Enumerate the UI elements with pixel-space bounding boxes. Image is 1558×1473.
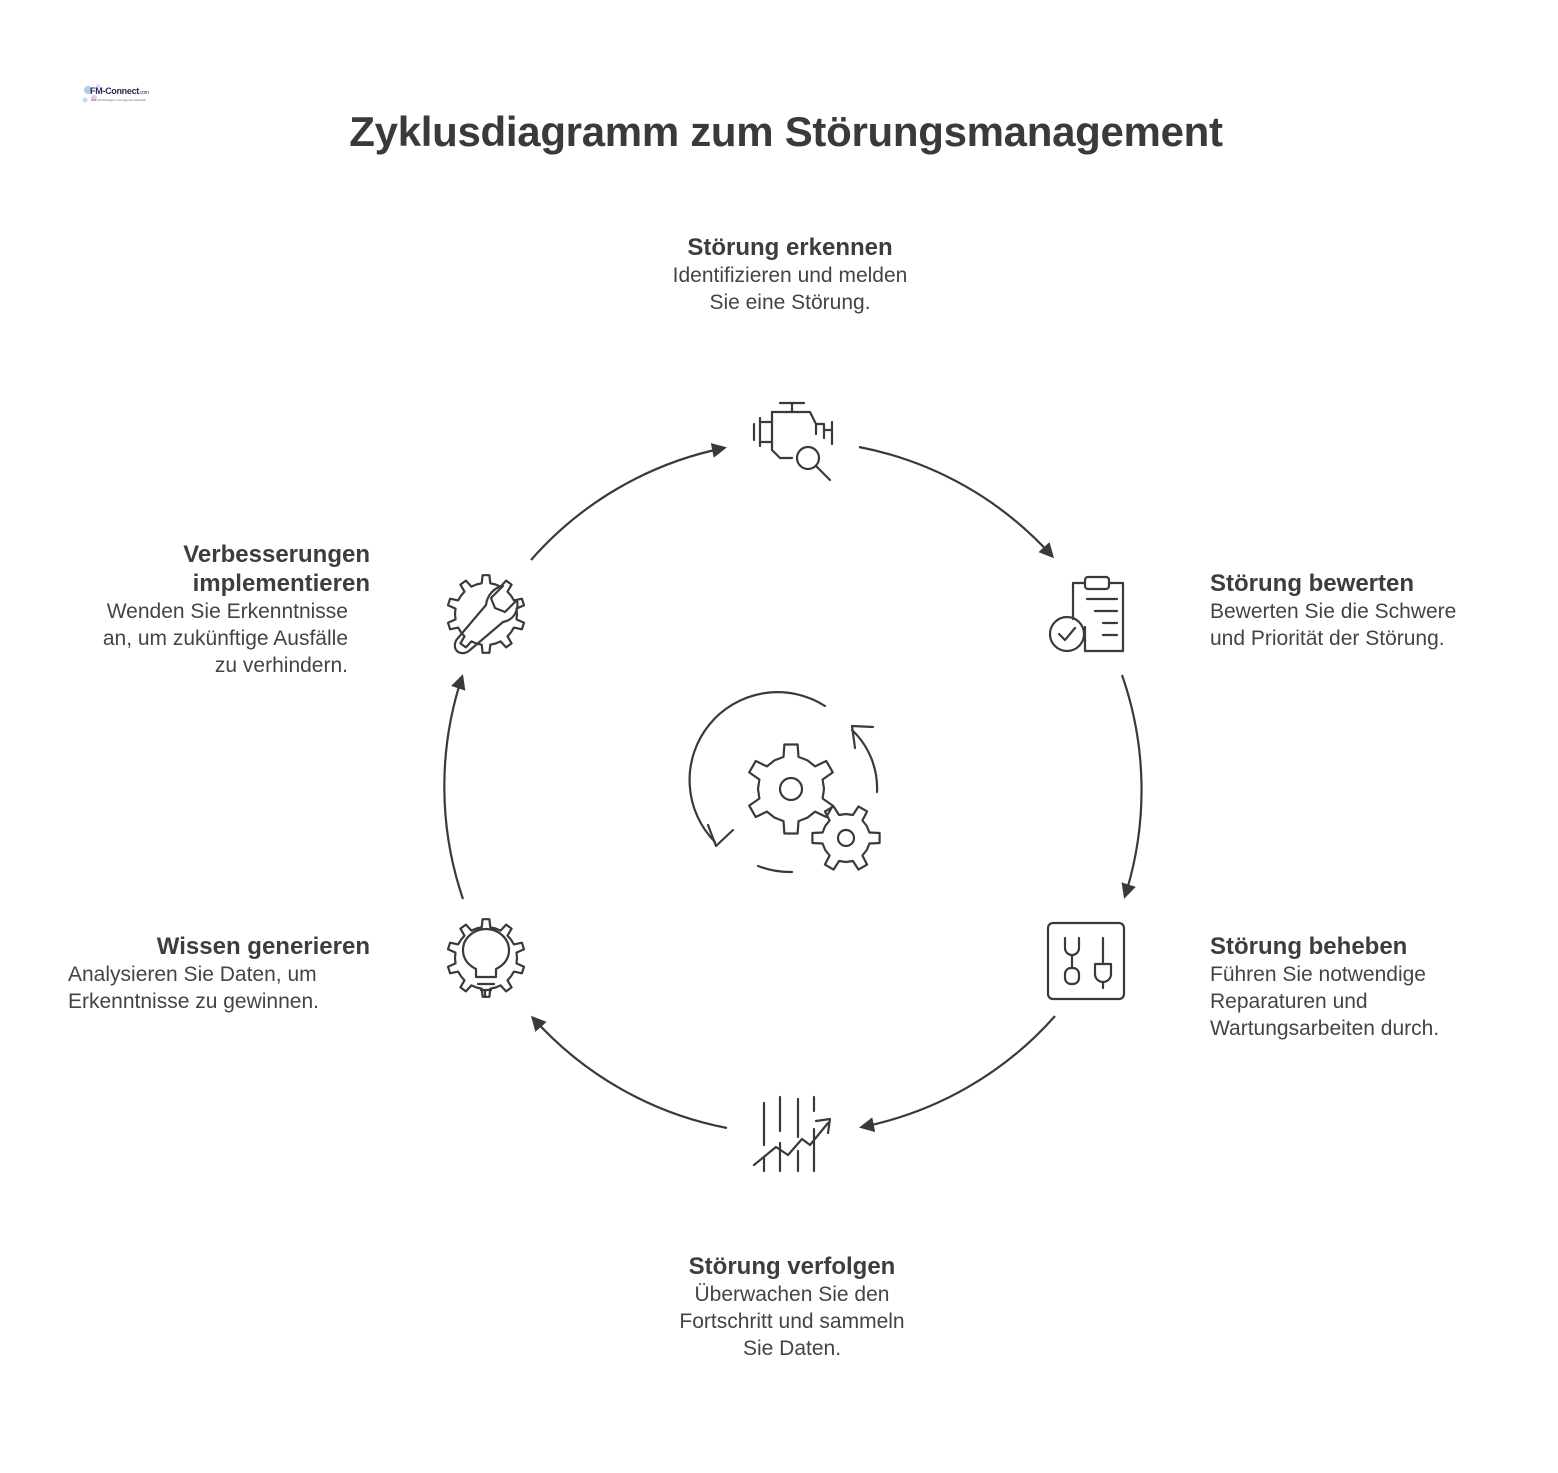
step-description: Analysieren Sie Daten, um Erkenntnisse zu gewinnen. (68, 963, 319, 1013)
arrow-beheben-to-verfolgen (862, 1016, 1055, 1127)
logo-brand: FM-Connect.com (90, 86, 149, 96)
gears-cycle-icon (690, 692, 880, 872)
step-stoerung-verfolgen (582, 1252, 1002, 1362)
step-description: Führen Sie notwendige Reparaturen und Wartungsarbeiten durch. (1210, 963, 1440, 1040)
wrench-gear-icon (448, 575, 524, 653)
step-title: Störung bewerten (1210, 570, 1415, 597)
engine-search-icon (754, 403, 832, 480)
step-description: Identifizieren und melden Sie eine Störung. (672, 264, 908, 314)
step-stoerung-bewerten (1210, 569, 1550, 652)
lightbulb-gear-icon (448, 919, 524, 997)
arrow-bewerten-to-beheben (1122, 675, 1142, 896)
step-title: Verbesserungen implementieren (183, 541, 370, 597)
tools-panel-icon (1048, 923, 1124, 999)
step-title: Störung verfolgen (688, 1253, 896, 1280)
arrow-erkennen-to-bewerten (859, 447, 1052, 556)
step-stoerung-erkennen (560, 233, 1020, 316)
step-title: Wissen generieren (156, 933, 370, 960)
step-verbesserungen-implementieren (40, 540, 370, 679)
step-title: Störung beheben (1210, 933, 1408, 960)
step-wissen-generieren (60, 932, 370, 1015)
arrow-verfolgen-to-wissen (533, 1018, 727, 1128)
step-description: Überwachen Sie den Fortschritt und sammeln Sie Daten. (679, 1283, 905, 1360)
cycle-arrows (444, 447, 1141, 1128)
page-title: Zyklusdiagramm zum Störungsmanagement (349, 108, 1223, 155)
step-description: Wenden Sie Erkenntnisse an, um zukünftige Ausfälle zu verhindern. (102, 600, 348, 677)
logo-tagline: Das FM-Strategie- und Agentur-Netzwerk (91, 98, 147, 102)
step-stoerung-beheben (1210, 932, 1550, 1042)
step-title: Störung erkennen (687, 234, 893, 261)
clipboard-check-icon (1050, 577, 1123, 651)
step-description: Bewerten Sie die Schwere und Priorität der Störung. (1210, 600, 1457, 650)
arrow-verbesserung-to-erkennen (531, 448, 724, 560)
arrow-wissen-to-verbesserung (444, 677, 463, 899)
trend-chart-icon (754, 1097, 830, 1171)
